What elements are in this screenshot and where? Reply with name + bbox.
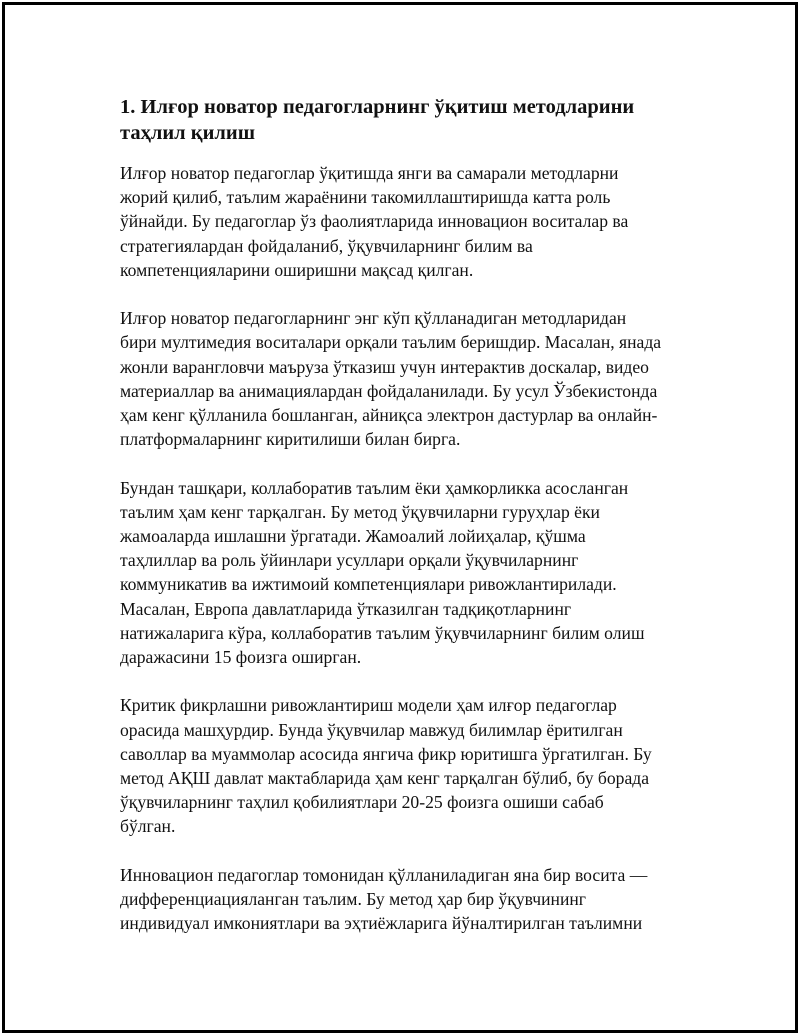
paragraph-line: натижаларига кўра, коллаборатив таълим ўқувчиларнинг билим олиш xyxy=(120,622,645,643)
paragraph-line: Масалан, Европа давлатларида ўтказилган тадқиқотларнинг xyxy=(120,598,572,619)
paragraph-line: индивидуал имкониятлари ва эҳтиёжларига йўналтирилган таълимни xyxy=(120,913,643,934)
paragraph-line: дифференциацияланган таълим. Бу метод ҳар бир ўқувчининг xyxy=(120,889,587,910)
paragraph-2 xyxy=(120,306,720,451)
paragraph-line: жамоаларда ишлашни ўргатади. Жамоалий лойиҳалар, қўшма xyxy=(120,526,586,547)
paragraph-line: жорий қилиб, таълим жараёнини такомиллаштиришда катта роль xyxy=(120,187,611,208)
paragraph-line: Инновацион педагоглар томонидан қўлланиладиган яна бир восита — xyxy=(120,864,648,885)
paragraph-line: материаллар ва анимациялардан фойдаланилади. Бу усул Ўзбекистонда xyxy=(120,380,658,401)
paragraph-3 xyxy=(120,476,720,670)
paragraph-line: бўлган. xyxy=(120,816,176,837)
paragraph-line: Бундан ташқари, коллаборатив таълим ёки ҳамкорликка асосланган xyxy=(120,477,629,498)
paragraph-line: Илғор новатор педагоглар ўқитишда янги ва самарали методларни xyxy=(120,163,619,183)
paragraph-line: бири мултимедия воситалари орқали таълим беришдир. Масалан, янада xyxy=(120,332,662,353)
paragraph-line: Илғор новатор педагогларнинг энг кўп қўлланадиган методларидан xyxy=(120,308,627,329)
title-line: 1. Илғор новатор педагогларнинг ўқитиш методларини xyxy=(120,96,635,118)
paragraph-line: таълим ҳам кенг тарқалган. Бу метод ўқувчиларни гуруҳлар ёки xyxy=(120,501,600,522)
paragraph-line: стратегиялардан фойдаланиб, ўқувчиларнинг билим ва xyxy=(120,235,533,256)
document-content xyxy=(120,94,720,960)
paragraph-1 xyxy=(120,161,720,282)
paragraph-line: Критик фикрлашни ривожлантириш модели ҳам илғор педагоглар xyxy=(120,695,617,716)
paragraph-line: ўқувчиларнинг таҳлил қобилиятлари 20-25 фоизга ошиши сабаб xyxy=(120,792,604,813)
paragraph-line: ҳам кенг қўлланила бошланган, айниқса электрон дастурлар ва онлайн- xyxy=(120,405,658,426)
paragraph-line: коммуникатив ва ижтимоий компетенциялари ривожлантирилади. xyxy=(120,574,617,595)
section-title xyxy=(120,94,720,146)
paragraph-line: таҳлиллар ва роль ўйинлари усуллари орқали ўқувчиларнинг xyxy=(120,550,579,571)
paragraph-line: платформаларнинг киритилиши билан бирга. xyxy=(120,429,461,450)
paragraph-line: жонли варангловчи маъруза ўтказиш учун интерактив доскалар, видео xyxy=(120,356,649,377)
paragraph-line: даражасини 15 фоизга оширган. xyxy=(120,647,362,668)
paragraph-line: ўйнайди. Бу педагоглар ўз фаолиятларида инновацион воситалар ва xyxy=(120,211,629,232)
paragraph-line: метод АҚШ давлат мактабларида ҳам кенг тарқалган бўлиб, бу борада xyxy=(120,768,650,789)
paragraph-line: саволлар ва муаммолар асосида янгича фикр юритишга ўргатилган. Бу xyxy=(120,743,652,764)
paragraph-4 xyxy=(120,693,720,838)
title-line: таҳлил қилиш xyxy=(120,122,256,144)
paragraph-line: орасида машҳурдир. Бунда ўқувчилар мавжуд билимлар ёритилган xyxy=(120,719,623,740)
paragraph-line: компетенцияларини оширишни мақсад қилган. xyxy=(120,259,474,280)
paragraph-5 xyxy=(120,863,720,936)
